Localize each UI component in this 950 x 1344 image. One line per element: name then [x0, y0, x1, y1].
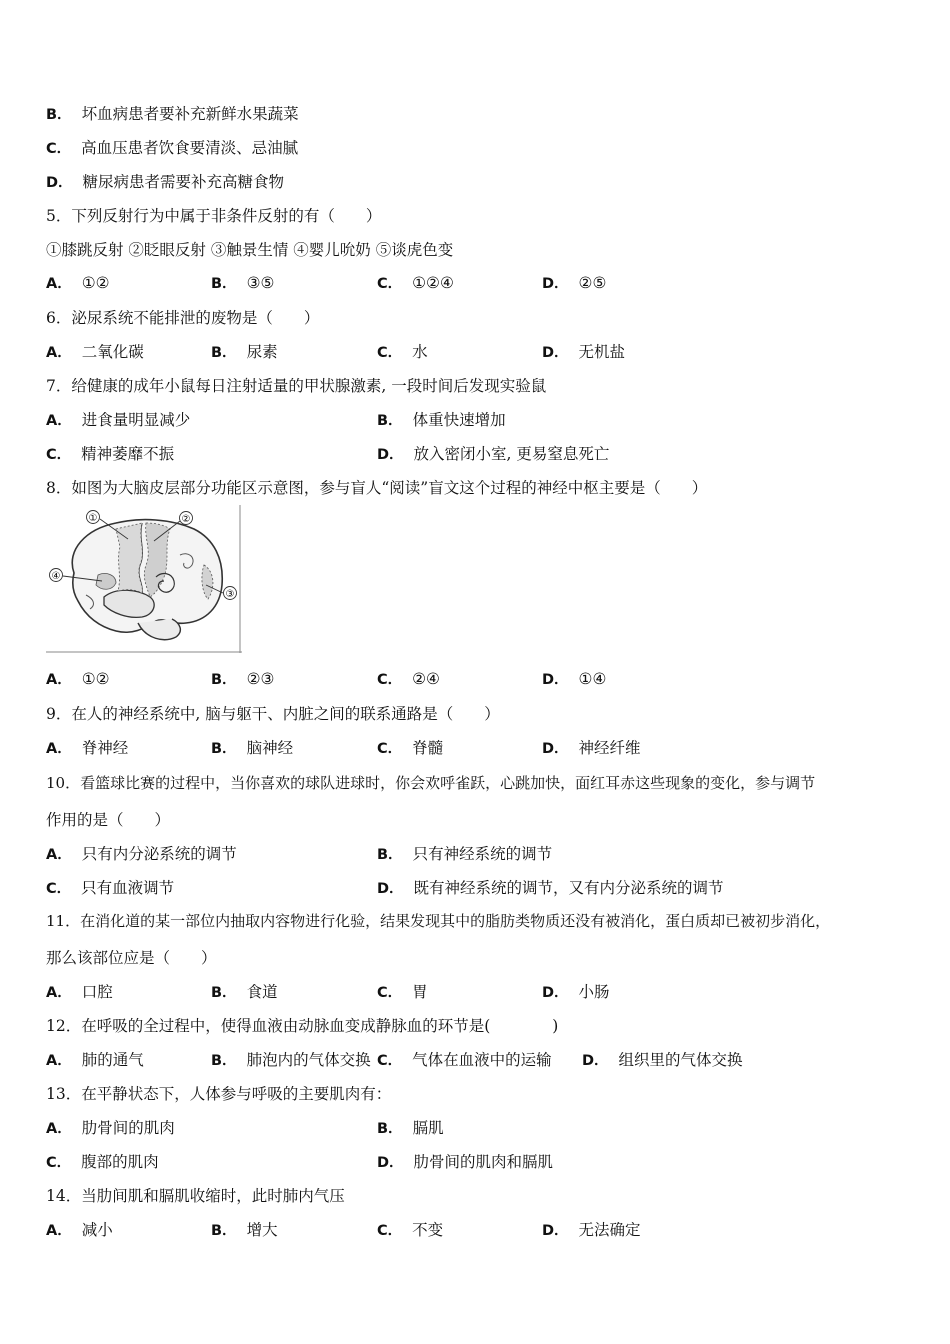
q6-option-c[interactable]: [377, 340, 428, 362]
option-label: B．: [377, 1121, 403, 1137]
option-text: 高血压患者饮食要清淡、忌油腻: [81, 139, 299, 157]
option-label: C．: [377, 276, 403, 292]
q10-option-c[interactable]: [46, 876, 174, 898]
option-text: 只有血液调节: [81, 879, 175, 897]
option-text: 脊神经: [81, 739, 129, 757]
option-label: B．: [211, 1053, 237, 1069]
q5-option-a[interactable]: [46, 272, 110, 293]
q8-option-a[interactable]: [46, 668, 110, 689]
q7-option-d[interactable]: [377, 442, 609, 464]
q13-option-a[interactable]: [46, 1116, 175, 1138]
option-label: B．: [211, 1223, 237, 1239]
q11-option-b[interactable]: [211, 980, 278, 1002]
option-text: 无法确定: [578, 1221, 641, 1239]
q12-option-c[interactable]: [377, 1048, 552, 1070]
q8-option-d[interactable]: [542, 668, 606, 689]
option-label: C．: [46, 447, 72, 463]
q5-sub: ①膝跳反射 ②眨眼反射 ③触景生情 ④婴儿吮奶 ⑤谈虎色变: [46, 241, 454, 259]
option-text: 脑神经: [246, 739, 294, 757]
q9-option-c[interactable]: [377, 736, 443, 758]
option-text: 水: [412, 343, 428, 361]
q11-stem-line2: 那么该部位应是（ ）: [46, 949, 217, 967]
option-text: 脊髓: [412, 739, 444, 757]
q11-option-a[interactable]: [46, 980, 113, 1002]
option-label: C．: [377, 345, 403, 361]
q12-option-b[interactable]: [211, 1048, 371, 1070]
option-text: 不变: [412, 1221, 444, 1239]
q13-option-c[interactable]: [46, 1150, 159, 1172]
q10-option-d[interactable]: [377, 876, 724, 898]
option-label: D．: [542, 672, 569, 688]
q8-stem: 8．如图为大脑皮层部分功能区示意图，参与盲人“阅读”盲文这个过程的神经中枢主要是（ ）: [46, 479, 708, 497]
option-text: 放入密闭小室, 更易窒息死亡: [413, 445, 610, 463]
option-label: D．: [46, 175, 73, 191]
option-text: ①④: [578, 670, 607, 688]
q10-stem-line1: 10．看篮球比赛的过程中，当你喜欢的球队进球时，你会欢呼雀跃，心跳加快，面红耳赤这些现象的变化，参与调节: [46, 774, 816, 792]
speech-area: [96, 573, 116, 589]
option-label: C．: [377, 1053, 403, 1069]
q4-option-c: [46, 136, 298, 158]
option-text: 精神萎靡不振: [81, 445, 175, 463]
option-label: C．: [46, 881, 72, 897]
option-text: ②④: [412, 670, 440, 688]
q12-option-d[interactable]: [582, 1048, 743, 1070]
option-text: 只有内分泌系统的调节: [81, 845, 237, 863]
q5-stem: 5．下列反射行为中属于非条件反射的有（ ）: [46, 207, 382, 225]
option-text: ①②: [81, 274, 110, 292]
option-label: A．: [46, 345, 72, 361]
option-label: C．: [46, 141, 72, 157]
option-label: D．: [377, 881, 404, 897]
option-text: 肋骨间的肌肉和膈肌: [413, 1153, 554, 1171]
option-label: C．: [377, 1223, 403, 1239]
label-2: ②: [181, 514, 191, 525]
q14-stem: 14．当肋间肌和膈肌收缩时，此时肺内气压: [46, 1187, 345, 1205]
q10-option-a[interactable]: [46, 842, 237, 864]
option-text: 既有神经系统的调节，又有内分泌系统的调节: [413, 879, 724, 897]
option-label: D．: [377, 447, 404, 463]
q10-option-b[interactable]: [377, 842, 552, 864]
option-text: 胃: [412, 983, 428, 1001]
brain-cortex-figure: [46, 505, 242, 653]
option-label: D．: [542, 1223, 569, 1239]
option-label: D．: [542, 345, 569, 361]
q13-option-b[interactable]: [377, 1116, 444, 1138]
q6-stem: 6．泌尿系统不能排泄的废物是（ ）: [46, 309, 320, 327]
q7-option-a[interactable]: [46, 408, 190, 430]
option-label: B．: [211, 276, 237, 292]
option-label: D．: [377, 1155, 404, 1171]
q9-option-a[interactable]: [46, 736, 128, 758]
q14-option-c[interactable]: [377, 1218, 443, 1240]
option-label: B．: [211, 345, 237, 361]
q7-option-b[interactable]: [377, 408, 506, 430]
option-text: 尿素: [246, 343, 278, 361]
option-label: A．: [46, 1053, 72, 1069]
q14-option-b[interactable]: [211, 1218, 278, 1240]
q8-option-b[interactable]: [211, 668, 274, 689]
option-label: A．: [46, 985, 72, 1001]
option-label: D．: [542, 276, 569, 292]
option-label: C．: [377, 672, 403, 688]
option-text: 坏血病患者要补充新鲜水果蔬菜: [81, 105, 299, 123]
q5-option-b[interactable]: [211, 272, 274, 293]
q12-option-a[interactable]: [46, 1048, 144, 1070]
option-text: 增大: [246, 1221, 278, 1239]
option-text: ②③: [246, 670, 275, 688]
option-label: A．: [46, 1121, 72, 1137]
option-label: A．: [46, 672, 72, 688]
q6-option-a[interactable]: [46, 340, 144, 362]
option-label: A．: [46, 741, 72, 757]
q11-option-c[interactable]: [377, 980, 428, 1002]
label-3: ③: [225, 589, 235, 600]
option-text: 只有神经系统的调节: [412, 845, 553, 863]
option-label: B．: [211, 985, 237, 1001]
option-label: B．: [377, 847, 403, 863]
option-text: 神经纤维: [578, 739, 641, 757]
q10-stem-line2: 作用的是（ ）: [46, 811, 171, 829]
q9-stem: 9．在人的神经系统中, 脑与躯干、内脏之间的联系通路是（ ）: [46, 705, 500, 723]
option-text: 食道: [246, 983, 278, 1001]
option-text: 口腔: [81, 983, 113, 1001]
q6-option-b[interactable]: [211, 340, 278, 362]
option-text: 气体在血液中的运输: [412, 1051, 552, 1069]
option-label: D．: [542, 741, 569, 757]
option-text: ②⑤: [578, 274, 607, 292]
q5-option-c[interactable]: [377, 272, 454, 293]
option-text: 二氧化碳: [81, 343, 144, 361]
q14-option-a[interactable]: [46, 1218, 113, 1240]
option-label: B．: [46, 107, 72, 123]
option-text: 肋骨间的肌肉: [81, 1119, 175, 1137]
q7-stem: 7．给健康的成年小鼠每日注射适量的甲状腺激素, 一段时间后发现实验鼠: [46, 377, 547, 395]
q4-option-d: [46, 170, 284, 192]
label-1: ①: [88, 513, 98, 524]
q13-option-d[interactable]: [377, 1150, 553, 1172]
option-text: 组织里的气体交换: [618, 1051, 743, 1069]
option-text: 减小: [81, 1221, 113, 1239]
option-text: 无机盐: [578, 343, 626, 361]
option-text: 进食量明显减少: [81, 411, 191, 429]
option-label: A．: [46, 847, 72, 863]
option-text: 膈肌: [412, 1119, 444, 1137]
q4-option-b: [46, 102, 299, 124]
option-label: B．: [211, 741, 237, 757]
option-label: B．: [211, 672, 237, 688]
q9-option-d[interactable]: [542, 736, 641, 758]
option-label: C．: [377, 741, 403, 757]
q9-option-b[interactable]: [211, 736, 293, 758]
option-text: 体重快速增加: [412, 411, 506, 429]
q13-stem: 13．在平静状态下，人体参与呼吸的主要肌肉有：: [46, 1085, 392, 1103]
option-label: A．: [46, 413, 72, 429]
option-label: C．: [46, 1155, 72, 1171]
option-label: D．: [542, 985, 569, 1001]
option-text: 糖尿病患者需要补充高糖食物: [82, 173, 285, 191]
option-text: 肺泡内的气体交换: [246, 1051, 371, 1069]
q8-option-c[interactable]: [377, 668, 440, 689]
q11-stem-line1: 11．在消化道的某一部位内抽取内容物进行化验，结果发现其中的脂肪类物质还没有被消化，蛋白质却已被初步消化，: [46, 912, 831, 930]
q5-option-d[interactable]: [542, 272, 606, 293]
option-label: C．: [377, 985, 403, 1001]
label-4: ④: [51, 571, 61, 582]
option-label: B．: [377, 413, 403, 429]
option-text: 腹部的肌肉: [81, 1153, 159, 1171]
option-label: A．: [46, 276, 72, 292]
q14-option-d[interactable]: [542, 1218, 641, 1240]
q11-option-d[interactable]: [542, 980, 610, 1002]
brain-diagram: [46, 505, 242, 653]
option-label: D．: [582, 1053, 609, 1069]
q6-option-d[interactable]: [542, 340, 625, 362]
option-text: 肺的通气: [81, 1051, 144, 1069]
q12-stem: 12．在呼吸的全过程中，使得血液由动脉血变成静脉血的环节是( ): [46, 1017, 559, 1035]
option-label: A．: [46, 1223, 72, 1239]
option-text: ③⑤: [246, 274, 275, 292]
q7-option-c[interactable]: [46, 442, 174, 464]
option-text: ①②④: [412, 274, 454, 292]
option-text: ①②: [81, 670, 110, 688]
option-text: 小肠: [578, 983, 610, 1001]
